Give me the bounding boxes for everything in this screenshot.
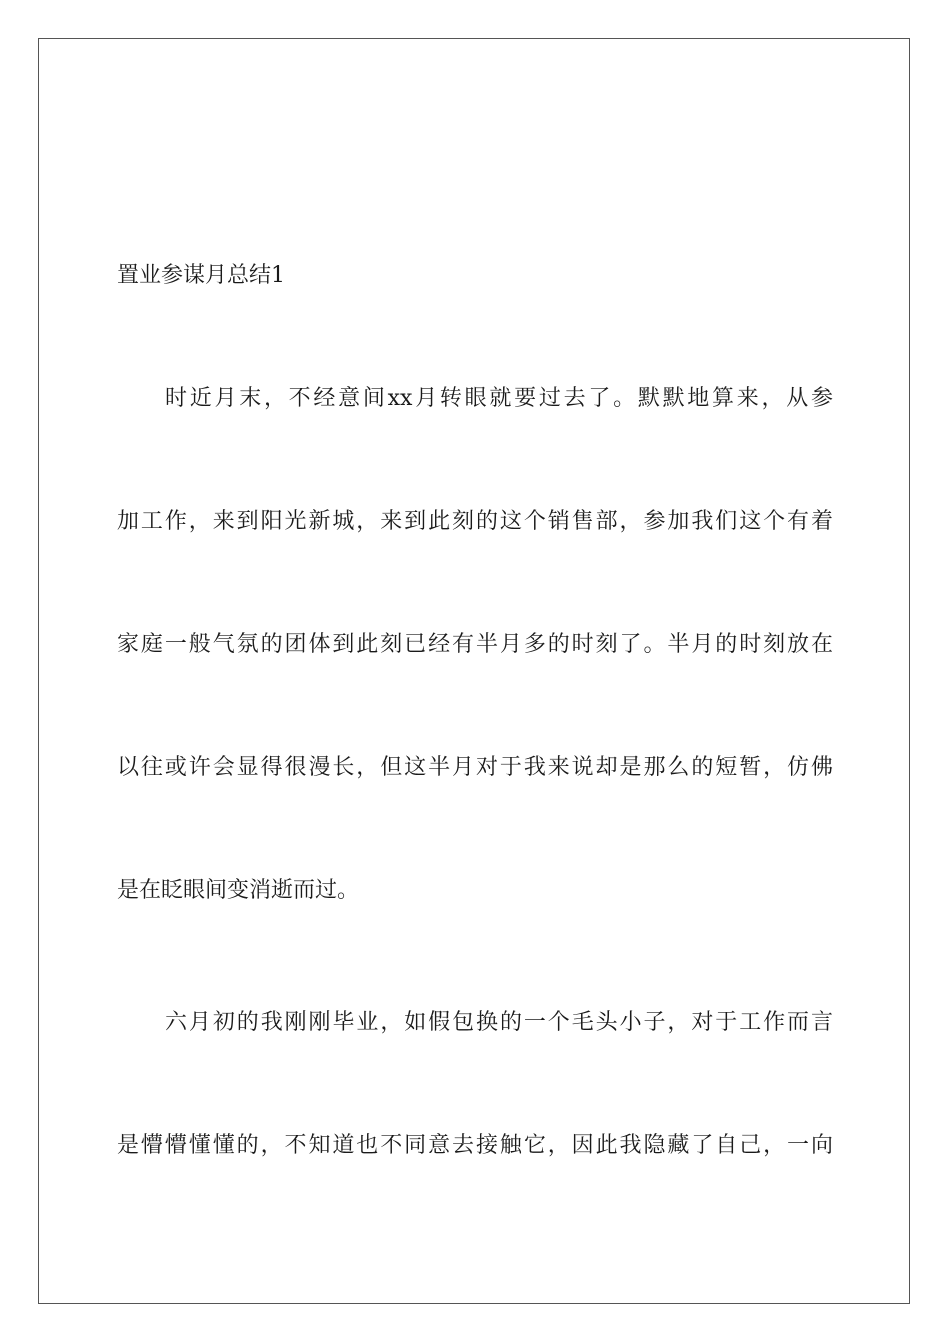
paragraph-2-line-2: 是懵懵懂懂的，不知道也不同意去接触它，因此我隐藏了自己，一向 [117, 1133, 833, 1158]
paragraph-1-line-2: 加工作，来到阳光新城，来到此刻的这个销售部，参加我们这个有着 [117, 509, 833, 534]
paragraph-2-line-1: 六月初的我刚刚毕业，如假包换的一个毛头小子，对于工作而言 [165, 1010, 833, 1035]
paragraph-1-line-4: 以往或许会显得很漫长，但这半月对于我来说却是那么的短暂，仿佛 [117, 755, 833, 780]
paragraph-1-line-3: 家庭一般气氛的团体到此刻已经有半月多的时刻了。半月的时刻放在 [117, 632, 833, 657]
page-frame [38, 38, 910, 1304]
paragraph-1-line-1: 时近月末，不经意间xx月转眼就要过去了。默默地算来，从参 [165, 386, 833, 411]
paragraph-1-line-5: 是在眨眼间变消逝而过。 [117, 878, 360, 903]
document-title: 置业参谋月总结1 [117, 263, 285, 288]
